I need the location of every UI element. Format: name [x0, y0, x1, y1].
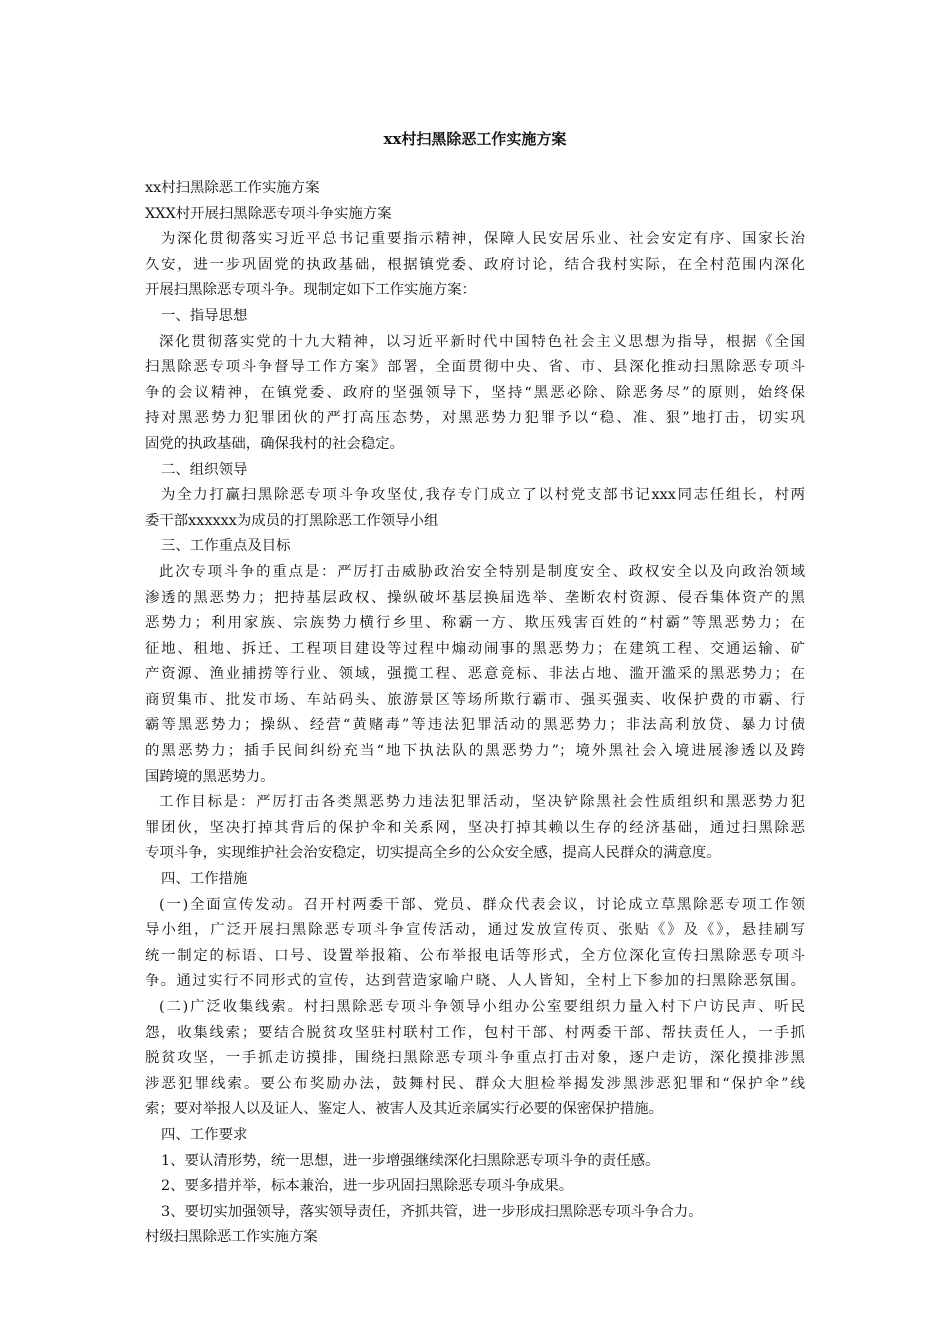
paragraph-line: 深化贯彻落实党的十九大精神，以习近平新时代中国特色社会主义思想为指导，根据《全国 — [159, 333, 805, 350]
paragraph-line: (一)全面宣传发动。召开村两委干部、党员、群众代表会议，讨论成立草黑除恶专项工作领 — [159, 896, 805, 913]
document-title: xx村扫黑除恶工作实施方案 — [383, 130, 567, 148]
paragraph-line: 2、要多措并举，标本兼治，进一步巩固扫黑除恶专项斗争成果。 — [161, 1178, 574, 1195]
paragraph-line: 争。通过实行不同形式的宣传，达到营造家喻户晓、人人皆知，全村上下参加的扫黑除恶氛围。 — [145, 973, 805, 990]
paragraph-line: 三、工作重点及目标 — [161, 538, 291, 555]
paragraph-line: 征地、租地、拆迁、工程项目建设等过程中煽动闹事的黑恶势力；在建筑工程、交通运输、矿 — [145, 640, 805, 657]
document-body — [145, 176, 805, 1251]
paragraph-line: 争的会议精神，在镇党委、政府的坚强领导下，坚持“黑恶必除、除恶务尽”的原则，始终保 — [145, 384, 805, 401]
paragraph-line: 国跨境的黑恶势力。 — [145, 768, 275, 785]
paragraph-line: xx村扫黑除恶工作实施方案 — [145, 180, 320, 196]
paragraph-line: 3、要切实加强领导，落实领导责任，齐抓共管，进一步形成扫黑除恶专项斗争合力。 — [161, 1203, 703, 1220]
paragraph-line: 产资源、渔业捕捞等行业、领域，强揽工程、恶意竞标、非法占地、滥开滥采的黑恶势力；在 — [145, 666, 805, 683]
paragraph-line: 霸等黑恶势力；操纵、经营“黄赌毒”等违法犯罪活动的黑恶势力；非法高利放贷、暴力讨债 — [145, 717, 805, 734]
paragraph-line: 商贸集市、批发市场、车站码头、旅游景区等场所欺行霸市、强买强卖、收保护费的市霸、行 — [145, 691, 805, 708]
paragraph-line: 四、工作要求 — [161, 1126, 248, 1143]
paragraph-line: 一、指导思想 — [161, 307, 248, 324]
paragraph-line: 此次专项斗争的重点是：严厉打击威胁政治安全特别是制度安全、政权安全以及向政治领域 — [159, 563, 805, 580]
paragraph-line: 恶势力；利用家族、宗族势力横行乡里、称霸一方、欺压残害百姓的“村霸”等黑恶势力；在 — [145, 615, 805, 632]
paragraph-line: 1、要认清形势，统一思想，进一步增强继续深化扫黑除恶专项斗争的责任感。 — [161, 1152, 660, 1169]
paragraph-line: 二、组织领导 — [161, 461, 248, 478]
paragraph-line: 村级扫黑除恶工作实施方案 — [145, 1229, 318, 1246]
paragraph-line: 持对黑恶势力犯罪团伙的严打高压态势，对黑恶势力犯罪予以“稳、准、狠”地打击，切实巩 — [145, 410, 805, 427]
paragraph-line: 涉恶犯罪线索。要公布奖励办法，鼓舞村民、群众大胆检举揭发涉黑涉恶犯罪和“保护伞”线 — [145, 1075, 805, 1092]
paragraph-line: 脱贫攻坚，一手抓走访摸排，围绕扫黑除恶专项斗争重点打击对象，逐户走访，深化摸排涉黑 — [145, 1050, 805, 1067]
paragraph-line: 导小组，广泛开展扫黑除恶专项斗争宣传活动，通过发放宣传页、张贴《》及《》，悬挂刷写 — [145, 922, 805, 939]
paragraph-line: 扫黑除恶专项斗争督导工作方案》部署，全面贯彻中央、省、市、县深化推动扫黑除恶专项斗 — [145, 359, 805, 376]
paragraph-line: 工作目标是：严厉打击各类黑恶势力违法犯罪活动，坚决铲除黑社会性质组织和黑恶势力犯 — [159, 794, 805, 811]
paragraph-line: 索；要对举报人以及证人、鉴定人、被害人及其近亲属实行必要的保密保护措施。 — [145, 1101, 664, 1118]
paragraph-line: 为深化贯彻落实习近平总书记重要指示精神，保障人民安居乐业、社会安定有序、国家长治 — [161, 231, 805, 248]
paragraph-line: 四、工作措施 — [161, 871, 248, 888]
paragraph-line: (二)广泛收集线索。村扫黑除恶专项斗争领导小组办公室要组织力量入村下户访民声、听民 — [159, 999, 805, 1015]
paragraph-line: 统一制定的标语、口号、设置举报箱、公布举报电话等形式，全方位深化宣传扫黑除恶专项斗 — [145, 947, 805, 964]
paragraph-line: 为全力打赢扫黑除恶专项斗争攻坚仗,我存专门成立了以村党支部书记xxx同志任组长，村两 — [161, 487, 805, 504]
paragraph-line: 久安，进一步巩固党的执政基础，根据镇党委、政府讨论，结合我村实际，在全村范围内深化 — [145, 256, 805, 273]
paragraph-line: 固党的执政基础，确保我村的社会稳定。 — [145, 435, 405, 452]
paragraph-line: XXX村开展扫黑除恶专项斗争实施方案 — [145, 205, 392, 222]
paragraph-line: 的黑恶势力；插手民间纠纷充当“地下执法队的黑恶势力”；境外黑社会入境进展渗透以及跨 — [145, 743, 805, 760]
paragraph-line: 开展扫黑除恶专项斗争。现制定如下工作实施方案： — [145, 282, 476, 299]
paragraph-line: 专项斗争，实现维护社会治安稳定，切实提高全乡的公众安全感，提高人民群众的满意度。 — [145, 845, 721, 862]
paragraph-line: 罪团伙，坚决打掉其背后的保护伞和关系网，坚决打掉其赖以生存的经济基础，通过扫黑除恶 — [145, 819, 805, 836]
paragraph-line: 委干部xxxxxx为成员的打黑除恶工作领导小组 — [145, 512, 439, 529]
paragraph-line: 渗透的黑恶势力；把持基层政权、操纵破坏基层换届选举、垄断农村资源、侵吞集体资产的黑 — [145, 589, 805, 606]
paragraph-line: 怨，收集线索；要结合脱贫攻坚驻村联村工作，包村干部、村两委干部、帮扶责任人，一手抓 — [145, 1024, 805, 1041]
